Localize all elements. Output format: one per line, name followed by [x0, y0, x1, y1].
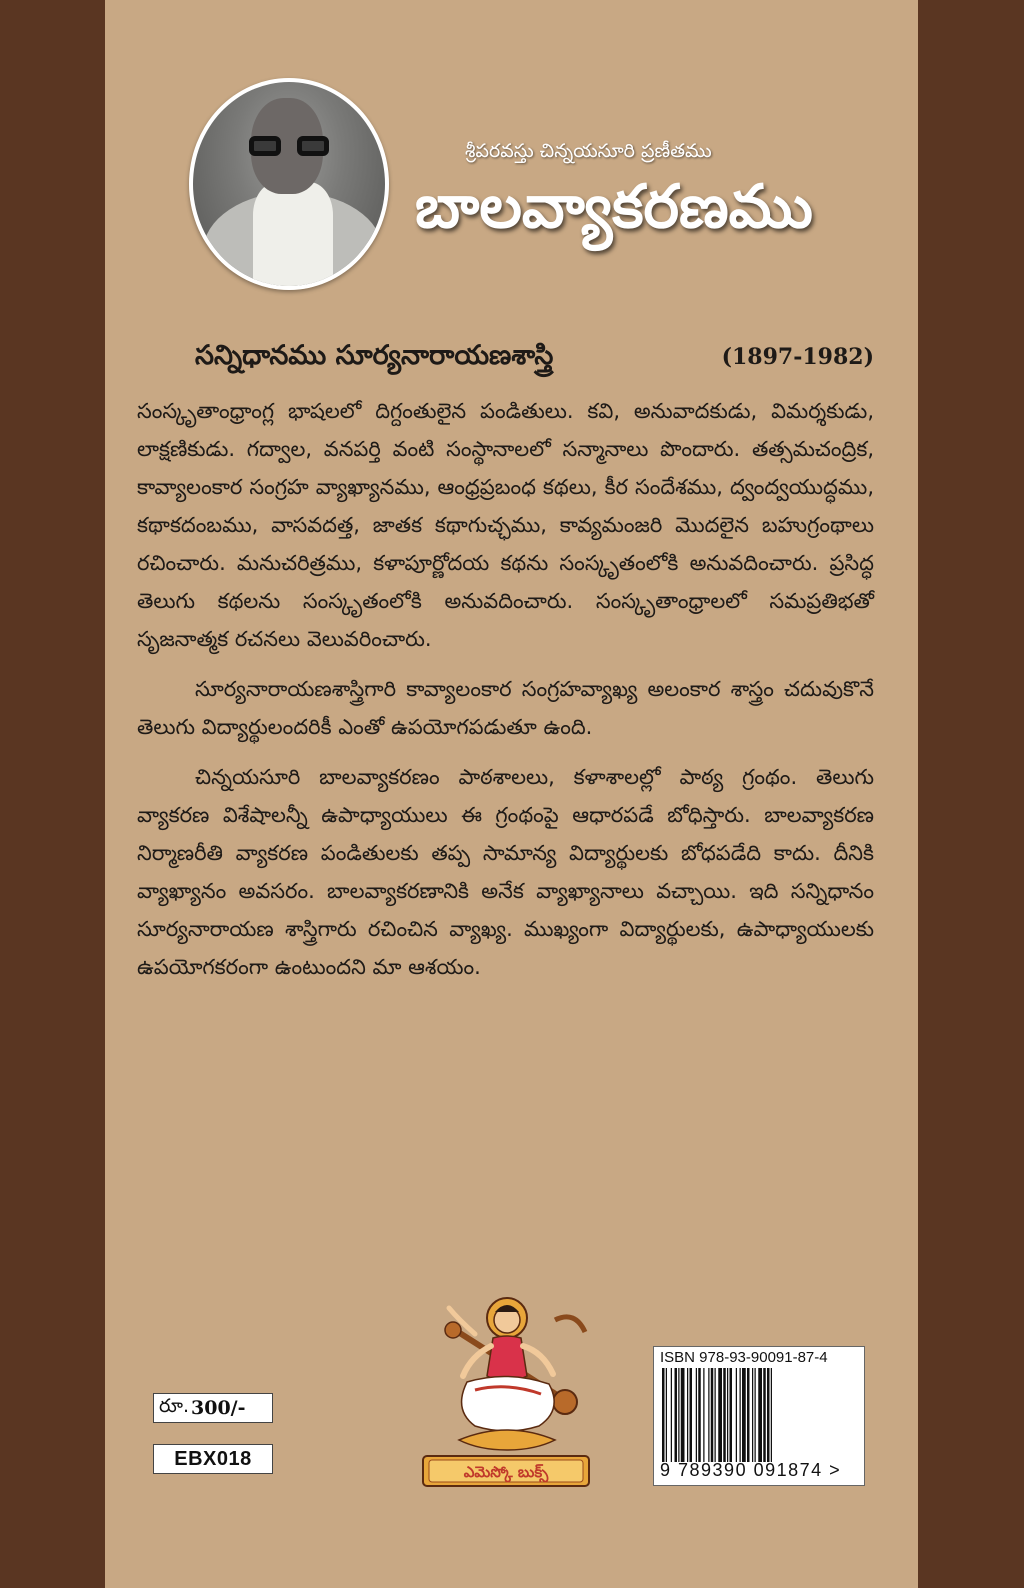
barcode-bar	[698, 1368, 701, 1462]
isbn-label: ISBN 978-93-90091-87-4	[660, 1349, 828, 1366]
barcode-bar	[662, 1368, 665, 1462]
catalog-code: EBX018	[153, 1444, 273, 1474]
isbn-barcode	[660, 1368, 858, 1462]
barcode-bar	[752, 1368, 753, 1462]
barcode-bar	[690, 1368, 693, 1462]
blurb-paragraph-1: సంస్కృతాంధ్రాంగ్ల భాషలలో దిగ్దంతులైన పండితులు. కవి, అనువాదకుడు, విమర్శకుడు, లాక్షణికుడు. గద్వాల, వనపర్తి వంటి సంస్థానాలలో సన్మానాలు పొందారు. తత్సమచంద్రిక, కావ్యాలంకార సంగ్రహ వ్యాఖ్యానము, ఆంధ్రప్రబంధ కథలు, కీర సందేశము, ద్వంద్వయుద్ధము, కథాకదంబము, వాసవదత్త, జాతక కథాగుచ్ఛము, కావ్యమంజరి మొదలైన బహుగ్రంథాలు రచించారు. మనుచరిత్రము, కళాపూర్ణోదయ కథను సంస్కృతంలోకి అనువదించారు. ప్రసిద్ధ తెలుగు కథలను సంస్కృతంలోకి అనువదించారు. సంస్కృతాంధ్రాలలో సమప్రతిభతో సృజనాత్మక రచనలు వెలువరించారు.	[137, 399, 874, 651]
barcode-bar	[767, 1368, 770, 1462]
price-tag	[153, 1393, 273, 1423]
barcode-bar	[696, 1368, 697, 1462]
barcode-bar	[666, 1368, 667, 1462]
book-subtitle: శ్రీపరవస్తు చిన్నయసూరి ప్రణీతము	[465, 140, 712, 162]
barcode-bar	[675, 1368, 678, 1462]
blurb-paragraph-3: చిన్నయసూరి బాలవ్యాకరణం పాఠశాలలు, కళాశాలల్లో పాఠ్య గ్రంథం. తెలుగు వ్యాకరణ విశేషాలన్నీ ఉపాధ్యాయులు ఈ గ్రంథంపై ఆధారపడే బోధిస్తారు. బాలవ్యాకరణ నిర్మాణరీతి వ్యాకరణ పండితులకు తప్ప సామాన్య విద్యార్థులకు బోధపడేది కాదు. దీనికి వ్యాఖ్యానం అవసరం. బాలవ్యాకరణానికి అనేక వ్యాఖ్యానాలు వచ్చాయి. ఇది సన్నిధానం సూర్యనారాయణ శాస్త్రిగారు రచించిన వ్యాఖ్య. ముఖ్యంగా విద్యార్థులకు, ఉపాధ్యాయులకు ఉపయోగకరంగా ఉంటుందని మా ఆశయం.	[137, 765, 874, 979]
barcode-bar	[715, 1368, 716, 1462]
barcode-bar	[747, 1368, 750, 1462]
price-value: 300/-	[191, 1397, 246, 1419]
isbn-digits: 9 789390 091874 >	[660, 1460, 842, 1480]
barcode-bar	[718, 1368, 722, 1462]
blurb	[137, 392, 874, 986]
barcode-bar	[742, 1368, 746, 1462]
barcode-bar	[711, 1368, 714, 1462]
barcode-bar	[708, 1368, 709, 1462]
barcode-bar	[678, 1368, 679, 1462]
barcode-bar	[681, 1368, 685, 1462]
barcode-bar	[730, 1368, 733, 1462]
publisher-logo-text: ఎమెస్కో బుక్స్	[463, 1463, 549, 1481]
portrait-glasses	[249, 136, 329, 156]
barcode-bar	[736, 1368, 737, 1462]
barcode-bar	[758, 1368, 762, 1462]
barcode-bar	[771, 1368, 772, 1462]
author-years: (1897-1982)	[721, 344, 874, 370]
barcode-bar	[687, 1368, 688, 1462]
portrait-scarf	[253, 182, 333, 290]
book-back-cover	[105, 0, 918, 1588]
saraswati-veena-logo	[415, 1290, 597, 1490]
book-title: బాలవ్యాకరణము	[415, 172, 813, 242]
isbn-block	[653, 1346, 865, 1486]
author-portrait	[189, 78, 389, 290]
barcode-bar	[671, 1368, 672, 1462]
author-name: సన్నిధానము సూర్యనారాయణశాస్త్రి	[195, 340, 554, 371]
barcode-bar	[763, 1368, 766, 1462]
author-heading	[137, 340, 874, 378]
barcode-bar	[755, 1368, 756, 1462]
barcode-bar	[727, 1368, 728, 1462]
barcode-bar	[703, 1368, 704, 1462]
price-prefix: రూ.	[159, 1394, 189, 1417]
barcode-bar	[723, 1368, 726, 1462]
blurb-paragraph-2: సూర్యనారాయణశాస్త్రిగారి కావ్యాలంకార సంగ్రహవ్యాఖ్య అలంకార శాస్త్రం చదువుకొనే తెలుగు విద్యార్థులందరికీ ఎంతో ఉపయోగపడుతూ ఉంది.	[137, 677, 874, 739]
barcode-bar	[740, 1368, 741, 1462]
